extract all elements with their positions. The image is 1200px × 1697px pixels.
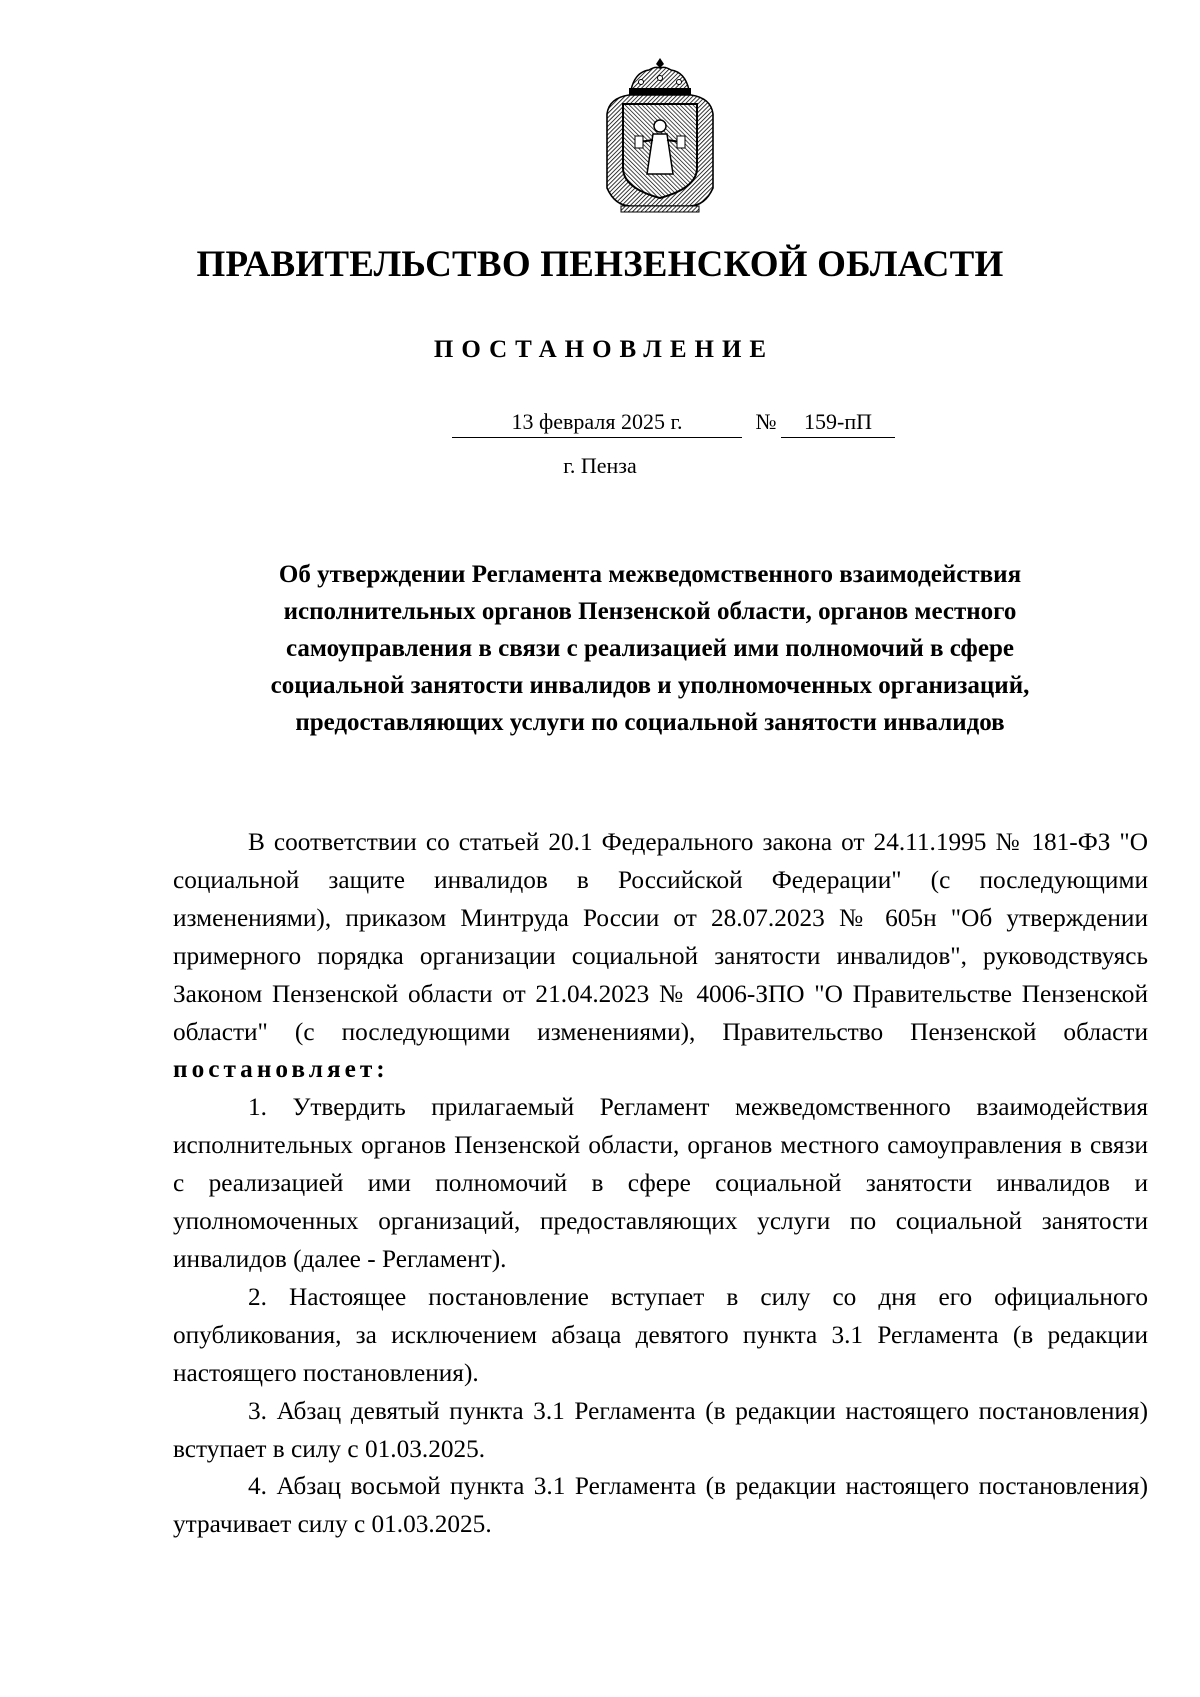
- resolves-word: постановляет:: [173, 1055, 389, 1084]
- organization-title: ПРАВИТЕЛЬСТВО ПЕНЗЕНСКОЙ ОБЛАСТИ: [196, 244, 1004, 285]
- resolution-item: 2. Настоящее постановление вступает в силу со дня его официального опубликования, за исключением абзаца девятого пункта 3.1 Регламента (в редакции настоящего постановления).: [173, 1282, 1148, 1387]
- document-number: 159-пП: [781, 408, 895, 438]
- resolution-item: 1. Утвердить прилагаемый Регламент межведомственного взаимодействия исполнительных органов Пензенской области, органов местного самоуправления в связи с реализацией ими полномочий в сфере социальной занятости инвалидов и уполномоченных организаций, предоставляющих услуги по социальной занятости инвалидов (далее - Регламент).: [173, 1093, 1148, 1273]
- preamble-paragraph: [173, 824, 1148, 1089]
- subject-line: социальной занятости инвалидов и уполномоченных организаций,: [270, 672, 1030, 699]
- document-body: [173, 824, 1148, 1544]
- date-number-row: [0, 408, 1200, 440]
- number-sign: №: [755, 409, 777, 434]
- resolution-item: 4. Абзац восьмой пункта 3.1 Регламента (в редакции настоящего постановления) утрачивает силу с 01.03.2025.: [173, 1472, 1148, 1539]
- document-date: 13 февраля 2025 г.: [452, 408, 742, 438]
- subject-line: исполнительных органов Пензенской области, органов местного: [283, 598, 1017, 625]
- subject-line: предоставляющих услуги по социальной занятости инвалидов: [295, 709, 1005, 736]
- resolution-item: 3. Абзац девятый пункта 3.1 Регламента (в редакции настоящего постановления) вступает в силу с 01.03.2025.: [173, 1396, 1148, 1463]
- subject-line: самоуправления в связи с реализацией ими полномочий в сфере: [286, 635, 1014, 662]
- preamble-text: В соответствии со статьей 20.1 Федерального закона от 24.11.1995 № 181-ФЗ "О социальной защите инвалидов в Российской Федерации" (с последующими изменениями), приказом Минтруда России от 28.07.2023 № 605н "Об утверждении примерного порядка организации социальной занятости инвалидов", руководствуясь Законом Пензенской области от 21.04.2023 № 4006-ЗПО "О Правительстве Пензенской области" (с последующими изменениями), Правительство Пензенской области: [173, 828, 1148, 1046]
- coat-of-arms-emblem: [601, 56, 719, 214]
- document-type: ПОСТАНОВЛЕНИЕ: [433, 336, 775, 363]
- document-subject: [208, 556, 1092, 741]
- subject-line: Об утверждении Регламента межведомственного взаимодействия: [278, 561, 1022, 588]
- document-city: г. Пенза: [563, 453, 637, 478]
